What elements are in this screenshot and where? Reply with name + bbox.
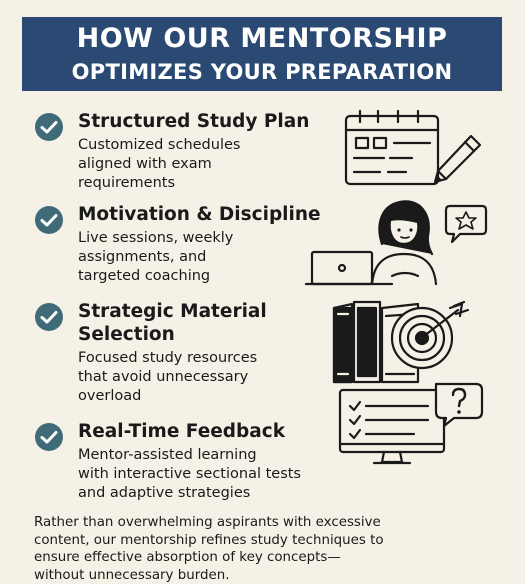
feature-title: Structured Study Plan <box>78 111 310 132</box>
calendar-pencil-icon <box>340 108 490 188</box>
feature-desc-line: that avoid unnecessary <box>78 369 249 385</box>
books-target-icon <box>330 298 490 384</box>
feature-desc-line: Mentor-assisted learning <box>78 447 257 463</box>
header-banner <box>22 17 502 91</box>
check-circle-icon <box>34 112 64 142</box>
title-line-2: OPTIMIZES YOUR PREPARATION <box>71 60 453 84</box>
feature-desc-line: Customized schedules <box>78 137 241 153</box>
feature-title: Motivation & Discipline <box>78 204 321 225</box>
student-laptop-icon <box>300 196 490 288</box>
title-line-1: HOW OUR MENTORSHIP <box>76 23 448 54</box>
footer-line: Rather than overwhelming aspirants with excessive <box>34 515 381 530</box>
feature-desc-line: and adaptive strategies <box>78 485 251 501</box>
feature-desc-line: with interactive sectional tests <box>78 466 301 482</box>
feature-desc-line: targeted coaching <box>78 268 211 284</box>
footer-line: ensure effective absorption of key concepts— <box>34 550 341 565</box>
feature-desc-line: Live sessions, weekly <box>78 230 234 246</box>
feature-desc-line: overload <box>78 388 142 404</box>
monitor-checklist-icon <box>336 382 486 466</box>
footer-line: without unnecessary burden. <box>34 567 230 583</box>
feature-title: Selection <box>78 324 175 345</box>
feature-desc-line: assignments, and <box>78 249 207 265</box>
footer-line: content, our mentorship refines study techniques to <box>34 532 384 548</box>
feature-desc-line: requirements <box>78 175 176 191</box>
check-circle-icon <box>34 302 64 332</box>
check-circle-icon <box>34 422 64 452</box>
feature-title: Real-Time Feedback <box>78 421 286 442</box>
check-circle-icon <box>34 205 64 235</box>
feature-desc-line: Focused study resources <box>78 350 258 366</box>
footer-paragraph <box>34 514 504 584</box>
feature-title: Strategic Material <box>78 301 267 322</box>
feature-desc-line: aligned with exam <box>78 156 212 172</box>
